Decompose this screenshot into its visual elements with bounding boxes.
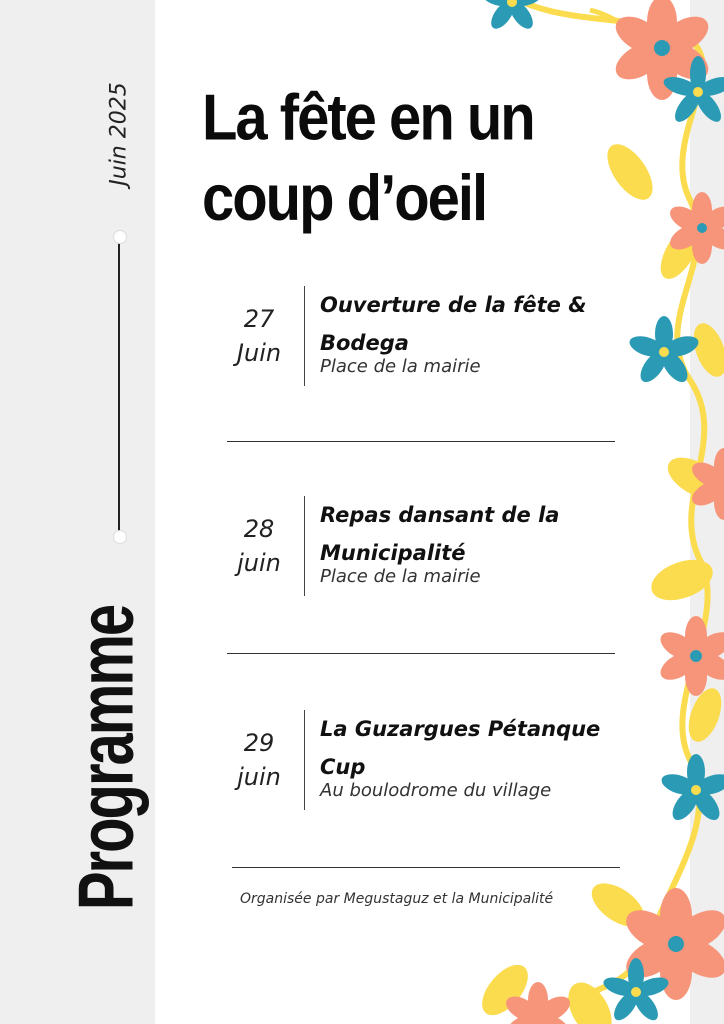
event-month: Juin bbox=[236, 339, 282, 367]
event-title: Repas dansant de la Municipalité bbox=[320, 503, 560, 565]
event-separator bbox=[304, 496, 305, 596]
event-location: Au boulodrome du village bbox=[320, 780, 552, 801]
event-location: Place de la mairie bbox=[320, 356, 481, 377]
event-month: juin bbox=[237, 549, 281, 577]
event-location: Place de la mairie bbox=[320, 566, 481, 587]
event-title: Ouverture de la fête & Bodega bbox=[320, 293, 587, 355]
programme-side-title: Programme bbox=[62, 605, 150, 911]
event-date bbox=[222, 512, 296, 580]
side-line-dot-bottom bbox=[113, 530, 127, 544]
event-title: La Guzargues Pétanque Cup bbox=[320, 717, 601, 779]
organiser-credit: Organisée par Megustaguz et la Municipalité bbox=[240, 891, 554, 907]
event-separator bbox=[304, 710, 305, 810]
event-day: 29 bbox=[243, 729, 275, 757]
side-vertical-line bbox=[118, 236, 120, 536]
event-item bbox=[222, 286, 632, 386]
event-separator bbox=[304, 286, 305, 386]
event-divider bbox=[227, 653, 615, 654]
page-title: La fête en un coup d’oeil bbox=[202, 81, 534, 235]
event-divider bbox=[227, 441, 615, 442]
month-year-label: Juin 2025 bbox=[106, 82, 132, 186]
event-date bbox=[222, 726, 296, 794]
event-item bbox=[222, 710, 632, 810]
event-day: 27 bbox=[243, 305, 275, 333]
event-month: juin bbox=[237, 763, 281, 791]
event-date bbox=[222, 302, 296, 370]
event-divider bbox=[232, 867, 620, 868]
event-item bbox=[222, 496, 632, 596]
side-line-dot-top bbox=[113, 230, 127, 244]
event-day: 28 bbox=[243, 515, 275, 543]
